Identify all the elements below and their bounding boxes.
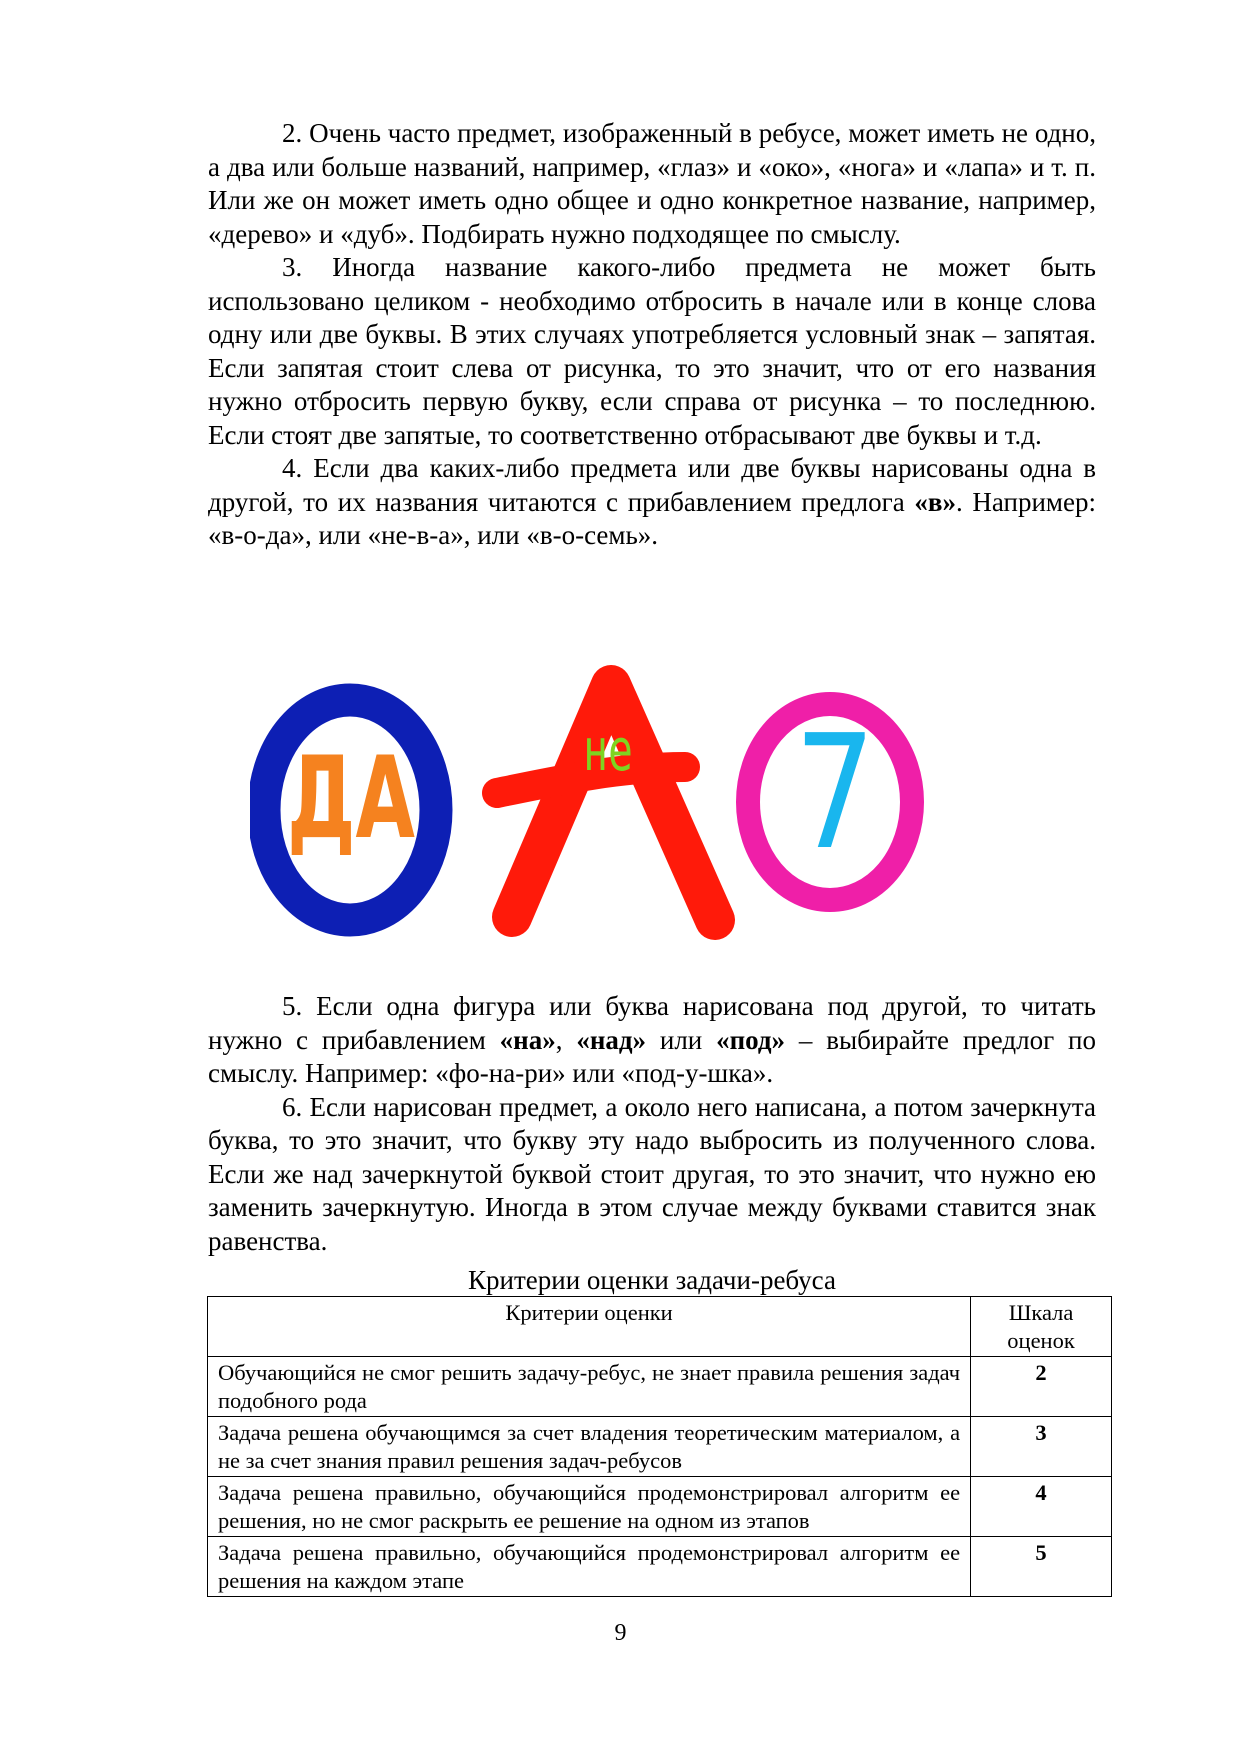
paragraph-5-text-a: 5. Если одна фигура или буква нарисована под другой, то читать нужно с прибавлением <box>208 991 1096 1055</box>
score-cell: 3 <box>971 1417 1112 1477</box>
paragraph-4 <box>208 452 1096 553</box>
text-block-bottom <box>208 990 1096 1258</box>
criterion-cell: Задача решена правильно, обучающийся продемонстрировал алгоритм ее решения на каждом этапе <box>208 1537 971 1597</box>
score-cell: 4 <box>971 1477 1112 1537</box>
score-cell: 2 <box>971 1357 1112 1417</box>
table-header-row <box>208 1297 1112 1357</box>
header-criteria: Критерии оценки <box>208 1297 971 1357</box>
rebus-illustration <box>250 655 1040 965</box>
page-number: 9 <box>614 1620 627 1646</box>
rebus-digit-seven: 7 <box>794 700 876 885</box>
paragraph-6: 6. Если нарисован предмет, а около него написана, а потом зачеркнута буква, то это значит, что букву эту надо выбросить из полученного слова. Если же над зачеркнутой буквой стоит другая, то это значит, что нужно ею заменить зачеркнутую. Иногда в этом случае между буквами ставится знак равенства. <box>208 1091 1096 1256</box>
criterion-cell: Задача решена обучающимся за счет владения теоретическим материалом, а не за счет знания правил решения задач-ребусов <box>208 1417 971 1477</box>
paragraph-5-text-c: или <box>646 1024 717 1055</box>
header-scale: Шкала оценок <box>971 1297 1112 1357</box>
score-cell: 5 <box>971 1537 1112 1597</box>
table-row <box>208 1357 1112 1417</box>
table-row <box>208 1477 1112 1537</box>
text-block-top <box>208 117 1096 553</box>
rebus-word-da: ДА <box>287 731 415 864</box>
preposition-nad: «над» <box>576 1024 647 1055</box>
table-row <box>208 1537 1112 1597</box>
criterion-cell: Задача решена правильно, обучающийся продемонстрировал алгоритм ее решения, но не смог раскрыть ее решение на одном из этапов <box>208 1477 971 1537</box>
criterion-cell: Обучающийся не смог решить задачу-ребус, не знает правила решения задач подобного рода <box>208 1357 971 1417</box>
paragraph-5-text-b: , <box>555 1024 577 1055</box>
paragraph-2: 2. Очень часто предмет, изображенный в ребусе, может иметь не одно, а два или больше названий, например, «глаз» и «око», «нога» и «лапа» и т. п. Или же он может иметь одно общее и одно конкретное название, например, «дерево» и «дуб». Подбирать нужно подходящее по смыслу. <box>208 118 1096 249</box>
preposition-v: «в» <box>914 486 956 517</box>
table-row <box>208 1417 1112 1477</box>
paragraph-5-text-d: – выбирайте предлог по смыслу. Например: «фо-на-ри» или «под-у-шка». <box>208 1024 1097 1088</box>
preposition-na: «на» <box>499 1024 556 1055</box>
paragraph-4-text-b: . Например: «в-о-да», или «не-в-а», или «в-о-семь». <box>208 486 1096 550</box>
preposition-pod: «под» <box>716 1024 786 1055</box>
paragraph-3: 3. Иногда название какого-либо предмета не может быть использовано целиком - необходимо отбросить в начале или в конце слова одну или две буквы. В этих случаях употребляется условный знак – запятая. Если запятая стоит слева от рисунка, то это значит, что от его названия нужно отбросить первую букву, если справа от рисунка – то последнюю. Если стоят две запятые, то соответственно отбрасывают две буквы и т.д. <box>208 252 1096 450</box>
table-caption: Критерии оценки задачи-ребуса <box>468 1265 836 1295</box>
criteria-table <box>207 1296 1112 1597</box>
paragraph-4-text-a: 4. Если два каких-либо предмета или две буквы нарисованы одна в другой, то их названия читаются с прибавлением предлога <box>208 453 1096 517</box>
paragraph-5 <box>208 990 1096 1091</box>
rebus-word-ne: не <box>583 716 633 784</box>
